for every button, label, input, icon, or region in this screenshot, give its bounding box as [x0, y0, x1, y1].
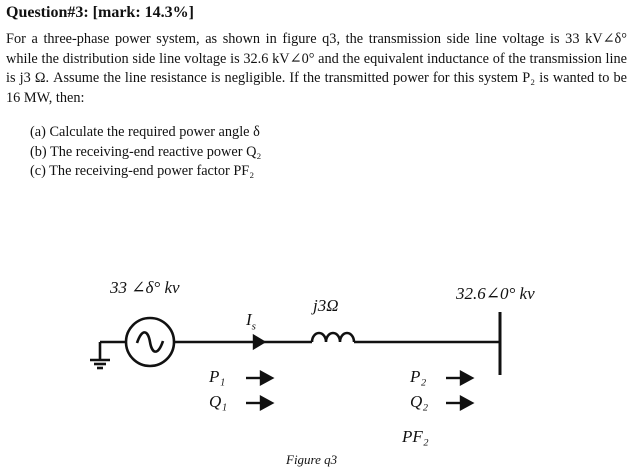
part-a: (a) Calculate the required power angle δ: [30, 124, 260, 140]
q1-label: Q₁: [209, 392, 228, 411]
pf2-label: PF₂: [402, 427, 429, 446]
inductor-symbol: [312, 333, 354, 342]
figure-caption: Figure q3: [286, 452, 338, 467]
source-voltage-label: 33 ∠δ° kv: [110, 278, 180, 297]
q2-label: Q₂: [410, 392, 429, 411]
current-label: [246, 310, 256, 332]
current-symbol: I: [246, 310, 252, 329]
sine-icon: [137, 332, 163, 351]
current-arrowhead: [254, 336, 264, 348]
current-subscript: s: [251, 320, 256, 333]
question-paragraph: For a three-phase power system, as shown in figure q3, the transmission side line voltage is 33 kV∠δ° while the distribution side line voltage is 32.6 kV∠0° and the equivalent inductance of the transmission line is j3 Ω. Assume the line resistance is negligible. If the transmitted power for this system P₂ is wanted to be 16 MW, then:: [6, 31, 627, 106]
impedance-label: j3Ω: [313, 296, 339, 315]
part-c: (c) The receiving-end power factor PF₂: [30, 163, 255, 179]
load-voltage-label: 32.6∠0° kv: [456, 284, 535, 303]
question-heading: Question#3: [mark: 14.3%]: [6, 4, 194, 21]
part-b: (b) The receiving-end reactive power Q₂: [30, 143, 262, 160]
p2-label: P₂: [410, 367, 427, 386]
p1-label: P₁: [209, 367, 226, 386]
